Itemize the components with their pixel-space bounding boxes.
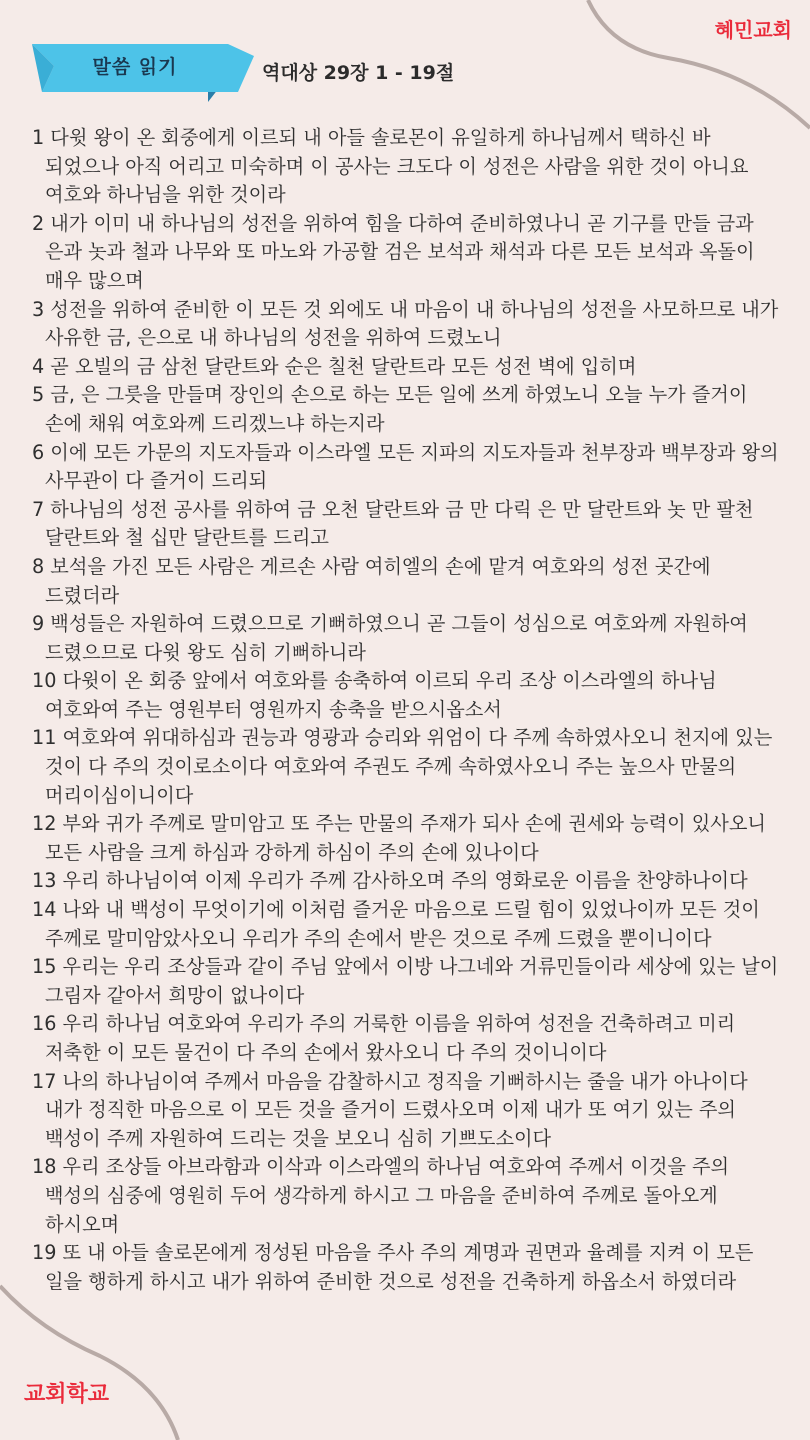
verse-1: 1 다윗 왕이 온 회중에게 이르되 내 아들 솔로몬이 유일하게 하나님께서 택하신 바 되었으나 아직 어리고 미숙하며 이 공사는 크도다 이 성전은 사람을 위한 것이 아니요 여호와 하나님을 위한 것이라: [32, 126, 749, 207]
verse-8: 8 보석을 가진 모든 사람은 게르손 사람 여히엘의 손에 맡겨 여호와의 성전 곳간에 드렸더라: [32, 554, 711, 607]
verse-4: 4 곧 오빌의 금 삼천 달란트와 순은 칠천 달란트라 모든 성전 벽에 입히며: [32, 354, 637, 378]
verse-17: 17 나의 하나님이여 주께서 마음을 감찰하시고 정직을 기뻐하시는 줄을 내가 아나이다 내가 정직한 마음으로 이 모든 것을 즐거이 드렸사오며 이제 내가 또 여기 있는 주의 백성이 주께 자원하여 드리는 것을 보오니 심히 기쁘도소이다: [32, 1069, 748, 1150]
verse-10: 10 다윗이 온 회중 앞에서 여호와를 송축하여 이르되 우리 조상 이스라엘의 하나님 여호와여 주는 영원부터 영원까지 송축을 받으시옵소서: [32, 669, 717, 721]
verse-11: 11 여호와여 위대하심과 권능과 영광과 승리와 위엄이 다 주께 속하였사오니 천지에 있는 것이 다 주의 것이로소이다 여호와여 주권도 주께 속하였사오니 주는 높으사 만물의 머리이심이니이다: [32, 726, 773, 807]
scripture-reference: 역대상 29장 1 - 19절: [262, 62, 455, 84]
verse-16: 16 우리 하나님 여호와여 우리가 주의 거룩한 이름을 위하여 성전을 건축하려고 미리 저축한 이 모든 물건이 다 주의 손에서 왔사오니 다 주의 것이니이다: [32, 1012, 736, 1064]
verse-6: 6 이에 모든 가문의 지도자들과 이스라엘 모든 지파의 지도자들과 천부장과 백부장과 왕의 사무관이 다 즐거이 드리되: [32, 440, 779, 493]
verse-9: 9 백성들은 자원하여 드렸으므로 기뻐하였으니 곧 그들이 성심으로 여호와께 자원하여 드렸으므로 다윗 왕도 심히 기뻐하니라: [32, 612, 748, 664]
verse-12: 12 부와 귀가 주께로 말미암고 또 주는 만물의 주재가 되사 손에 권세와 능력이 있사오니 모든 사람을 크게 하심과 강하게 하심이 주의 손에 있나이다: [32, 812, 766, 864]
verse-list: [32, 124, 782, 1296]
verse-18: 18 우리 조상들 아브라함과 이삭과 이스라엘의 하나님 여호와여 주께서 이것을 주의 백성의 심중에 영원히 두어 생각하게 하시고 그 마음을 준비하여 주께로 돌아오게 하시오며: [32, 1155, 730, 1236]
verse-13: 13 우리 하나님이여 이제 우리가 주께 감사하오며 주의 영화로운 이름을 찬양하나이다: [32, 869, 748, 893]
verse-2: 2 내가 이미 내 하나님의 성전을 위하여 힘을 다하여 준비하였나니 곧 기구를 만들 금과 은과 놋과 철과 나무와 또 마노와 가공할 검은 보석과 채석과 다른 모든 보석과 옥돌이 매우 많으며: [32, 211, 755, 292]
verse-5: 5 금, 은 그릇을 만들며 장인의 손으로 하는 모든 일에 쓰게 하였노니 오늘 누가 즐거이 손에 채워 여호와께 드리겠느냐 하는지라: [32, 383, 748, 435]
school-name: 교회학교: [24, 1382, 110, 1407]
verse-3: 3 성전을 위하여 준비한 이 모든 것 외에도 내 마음이 내 하나님의 성전을 사모하므로 내가 사유한 금, 은으로 내 하나님의 성전을 위하여 드렸노니: [32, 297, 779, 350]
verse-14: 14 나와 내 백성이 무엇이기에 이처럼 즐거운 마음으로 드릴 힘이 있었나이까 모든 것이 주께로 말미암았사오니 우리가 주의 손에서 받은 것으로 주께 드렸을 뿐이니이다: [32, 898, 760, 950]
reading-badge-label: 말씀 읽기: [92, 56, 178, 78]
church-name: 혜민교회: [714, 18, 792, 42]
verse-15: 15 우리는 우리 조상들과 같이 주님 앞에서 이방 나그네와 거류민들이라 세상에 있는 날이 그림자 같아서 희망이 없나이다: [32, 955, 779, 1007]
verse-19: 19 또 내 아들 솔로몬에게 정성된 마음을 주사 주의 계명과 권면과 율례를 지켜 이 모든 일을 행하게 하시고 내가 위하여 준비한 것으로 성전을 건축하게 하옵소서 하였더라: [32, 1241, 754, 1293]
bottom-left-curve: [0, 1286, 178, 1440]
verse-7: 7 하나님의 성전 공사를 위하여 금 오천 달란트와 금 만 다릭 은 만 달란트와 놋 만 팔천 달란트와 철 십만 달란트를 드리고: [32, 497, 754, 550]
